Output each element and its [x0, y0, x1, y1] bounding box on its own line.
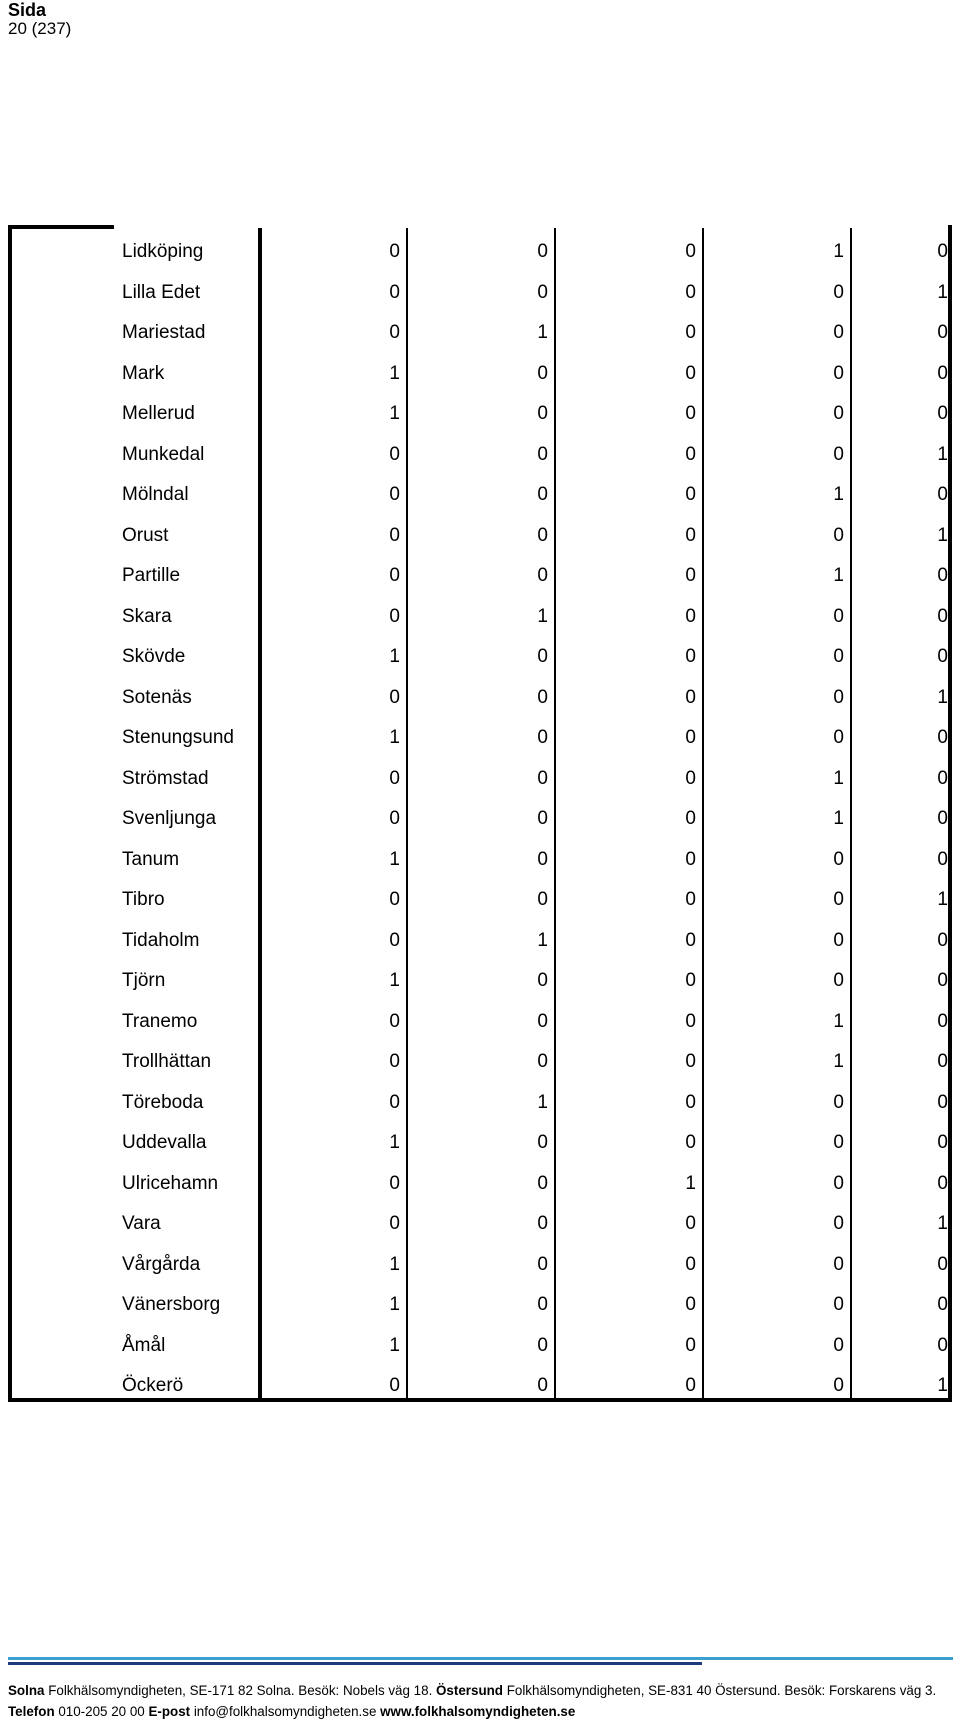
value-cell: 0: [389, 484, 400, 505]
value-cell: 1: [537, 1091, 548, 1113]
municipality-name: Vårgårda: [122, 1253, 201, 1275]
value-cell: 1: [937, 1375, 948, 1396]
table-row: [0, 759, 960, 800]
value-cell: 0: [537, 646, 548, 667]
value-cell: 0: [937, 929, 948, 951]
value-cell: 1: [389, 646, 400, 667]
value-cell: 0: [685, 646, 696, 667]
value-cell: 0: [389, 565, 400, 586]
value-cell: 0: [937, 808, 948, 829]
value-cell: 0: [833, 1132, 844, 1153]
value-cell: 0: [389, 1051, 400, 1072]
municipality-name: Uddevalla: [122, 1132, 207, 1153]
value-cell: 1: [389, 970, 400, 991]
municipality-name: Öckerö: [122, 1375, 184, 1396]
value-cell: 0: [537, 767, 548, 789]
value-cell: 0: [537, 524, 548, 546]
value-cell: 0: [389, 686, 400, 708]
value-cell: 1: [537, 929, 548, 951]
page-number: 20 (237): [8, 19, 72, 38]
municipality-name: Strömstad: [122, 767, 209, 789]
table-row: [0, 961, 960, 1002]
table-row: [0, 516, 960, 557]
value-cell: 0: [685, 889, 696, 910]
municipality-name: Skövde: [122, 646, 186, 667]
municipality-name: Lilla Edet: [122, 281, 201, 303]
value-cell: 0: [389, 443, 400, 465]
value-cell: 1: [389, 362, 400, 384]
value-cell: 0: [537, 686, 548, 708]
municipality-name: Skara: [122, 605, 172, 627]
value-cell: 0: [389, 889, 400, 910]
value-cell: 0: [833, 322, 844, 343]
table-row: [0, 1204, 960, 1245]
value-cell: 0: [389, 1091, 400, 1113]
footer-phone: 010-205 20 00: [54, 1704, 149, 1719]
value-cell: 0: [685, 767, 696, 789]
municipality-name: Tidaholm: [122, 929, 200, 951]
value-cell: 0: [937, 484, 948, 505]
table-row: [0, 921, 960, 962]
value-cell: 1: [389, 1294, 400, 1315]
value-cell: 0: [389, 767, 400, 789]
value-cell: 0: [937, 1132, 948, 1153]
value-cell: 0: [685, 403, 696, 424]
value-cell: 1: [537, 322, 548, 343]
value-cell: 1: [833, 808, 844, 829]
value-cell: 0: [685, 281, 696, 303]
table-row: [0, 597, 960, 638]
municipality-name: Stenungsund: [122, 727, 234, 748]
value-cell: 0: [685, 929, 696, 951]
value-cell: 0: [389, 605, 400, 627]
value-cell: 0: [937, 1334, 948, 1356]
value-cell: 0: [389, 929, 400, 951]
municipality-name: Lidköping: [122, 241, 204, 262]
value-cell: 1: [937, 524, 948, 546]
value-cell: 0: [937, 727, 948, 748]
value-cell: 0: [833, 848, 844, 870]
value-cell: 0: [937, 1091, 948, 1113]
value-cell: 0: [537, 1132, 548, 1153]
value-cell: 0: [833, 1091, 844, 1113]
value-cell: 0: [389, 1010, 400, 1032]
value-cell: 1: [685, 1172, 696, 1194]
value-cell: 0: [685, 1334, 696, 1356]
value-cell: 0: [833, 929, 844, 951]
value-cell: 0: [685, 1375, 696, 1396]
table-row: [0, 1164, 960, 1205]
value-cell: 0: [685, 322, 696, 343]
value-cell: 0: [937, 1010, 948, 1032]
value-cell: 0: [833, 1375, 844, 1396]
table-row: [0, 313, 960, 354]
footer-address-solna: Folkhälsomyndigheten, SE-171 82 Solna. Besök: Nobels väg 18.: [44, 1683, 437, 1698]
footer-address-ostersund: Folkhälsomyndigheten, SE-831 40 Östersund. Besök: Forskarens väg 3.: [502, 1683, 937, 1698]
value-cell: 0: [833, 970, 844, 991]
value-cell: 1: [937, 443, 948, 465]
table-row: [0, 840, 960, 881]
value-cell: 0: [389, 281, 400, 303]
value-cell: 0: [537, 1253, 548, 1275]
table-row: [0, 1123, 960, 1164]
table-top-rule: [8, 225, 114, 229]
table-row: [0, 880, 960, 921]
value-cell: 0: [685, 1213, 696, 1234]
value-cell: 1: [389, 403, 400, 424]
municipality-name: Tranemo: [122, 1010, 198, 1032]
value-cell: 0: [833, 403, 844, 424]
value-cell: 0: [937, 362, 948, 384]
value-cell: 0: [833, 605, 844, 627]
value-cell: 1: [389, 848, 400, 870]
municipality-name: Svenljunga: [122, 808, 217, 829]
table-row: [0, 799, 960, 840]
value-cell: 0: [937, 322, 948, 343]
municipality-name: Vänersborg: [122, 1294, 221, 1315]
value-cell: 0: [537, 565, 548, 586]
value-cell: 1: [389, 1253, 400, 1275]
table-row: [0, 1326, 960, 1367]
value-cell: 0: [537, 1172, 548, 1194]
value-cell: 0: [937, 848, 948, 870]
table-row: [0, 1285, 960, 1326]
value-cell: 1: [389, 1132, 400, 1153]
value-cell: 0: [389, 241, 400, 262]
table-row: [0, 354, 960, 395]
municipality-name: Tanum: [122, 848, 180, 870]
value-cell: 0: [389, 1213, 400, 1234]
value-cell: 1: [389, 1334, 400, 1356]
value-cell: 0: [833, 1253, 844, 1275]
value-cell: 1: [833, 767, 844, 789]
value-cell: 1: [833, 1051, 844, 1072]
value-cell: 0: [389, 322, 400, 343]
value-cell: 0: [685, 241, 696, 262]
value-cell: 0: [389, 1172, 400, 1194]
municipality-name: Mellerud: [122, 403, 195, 424]
value-cell: 0: [833, 524, 844, 546]
value-cell: 0: [537, 1213, 548, 1234]
value-cell: 0: [685, 1010, 696, 1032]
value-cell: 0: [937, 403, 948, 424]
value-cell: 0: [537, 1294, 548, 1315]
table-row: [0, 1083, 960, 1124]
page-label: Sida: [8, 0, 47, 20]
value-cell: 0: [937, 1294, 948, 1315]
value-cell: 0: [389, 1375, 400, 1396]
value-cell: 0: [685, 1132, 696, 1153]
value-cell: 0: [537, 808, 548, 829]
value-cell: 0: [833, 889, 844, 910]
table-row: [0, 1002, 960, 1043]
table-row: [0, 556, 960, 597]
value-cell: 0: [833, 1294, 844, 1315]
value-cell: 0: [537, 1334, 548, 1356]
value-cell: 0: [685, 362, 696, 384]
value-cell: 0: [685, 970, 696, 991]
value-cell: 1: [937, 281, 948, 303]
footer-city-ostersund: Östersund: [436, 1683, 503, 1698]
table-row: [0, 678, 960, 719]
value-cell: 0: [937, 1253, 948, 1275]
value-cell: 0: [685, 686, 696, 708]
value-cell: 1: [937, 686, 948, 708]
municipality-name: Åmål: [122, 1334, 166, 1356]
value-cell: 1: [937, 1213, 948, 1234]
value-cell: 0: [833, 443, 844, 465]
footer-contact-line: [8, 1704, 575, 1720]
value-cell: 0: [389, 524, 400, 546]
table-row: [0, 637, 960, 678]
value-cell: 0: [937, 767, 948, 789]
municipality-name: Töreboda: [122, 1091, 204, 1113]
value-cell: 1: [833, 241, 844, 262]
value-cell: 0: [685, 727, 696, 748]
value-cell: 0: [537, 1010, 548, 1032]
value-cell: 0: [685, 443, 696, 465]
value-cell: 0: [537, 443, 548, 465]
value-cell: 0: [937, 1051, 948, 1072]
value-cell: 0: [833, 1172, 844, 1194]
value-cell: 0: [537, 1375, 548, 1396]
table-row: [0, 394, 960, 435]
value-cell: 0: [389, 808, 400, 829]
municipality-name: Ulricehamn: [122, 1172, 219, 1194]
municipality-name: Tjörn: [122, 970, 166, 991]
value-cell: 0: [937, 565, 948, 586]
value-cell: 0: [833, 646, 844, 667]
footer-email-label: E-post: [148, 1704, 191, 1719]
table-row: [0, 1245, 960, 1286]
value-cell: 1: [833, 1010, 844, 1032]
value-cell: 0: [685, 524, 696, 546]
value-cell: 1: [833, 484, 844, 505]
municipality-name: Trollhättan: [122, 1051, 212, 1072]
value-cell: 1: [937, 889, 948, 910]
value-cell: 0: [833, 362, 844, 384]
municipality-name: Orust: [122, 524, 169, 546]
table-row: [0, 1366, 960, 1407]
value-cell: 1: [389, 727, 400, 748]
value-cell: 0: [937, 605, 948, 627]
value-cell: 0: [537, 281, 548, 303]
value-cell: 0: [537, 484, 548, 505]
municipality-name: Mark: [122, 362, 165, 384]
value-cell: 0: [685, 1051, 696, 1072]
value-cell: 0: [685, 484, 696, 505]
table-row: [0, 1042, 960, 1083]
value-cell: 0: [833, 1213, 844, 1234]
municipality-name: Vara: [122, 1213, 161, 1234]
municipality-name: Sotenäs: [122, 686, 192, 708]
value-cell: 0: [685, 1091, 696, 1113]
value-cell: 0: [537, 848, 548, 870]
table-row: [0, 718, 960, 759]
table-row: [0, 435, 960, 476]
value-cell: 0: [685, 1294, 696, 1315]
municipality-name: Partille: [122, 565, 181, 586]
table-row: [0, 475, 960, 516]
value-cell: 1: [833, 565, 844, 586]
value-cell: 0: [537, 889, 548, 910]
value-cell: 0: [537, 403, 548, 424]
footer-line-navy: [8, 1662, 702, 1665]
value-cell: 0: [685, 605, 696, 627]
value-cell: 0: [833, 727, 844, 748]
value-cell: 0: [833, 281, 844, 303]
footer-city-solna: Solna: [8, 1683, 45, 1698]
municipality-name: Munkedal: [122, 443, 205, 465]
value-cell: 0: [685, 1253, 696, 1275]
value-cell: 1: [537, 605, 548, 627]
value-cell: 0: [833, 686, 844, 708]
footer-email-link[interactable]: info@folkhalsomyndigheten.se: [190, 1704, 381, 1719]
value-cell: 0: [937, 646, 948, 667]
footer-line-blue: [8, 1657, 953, 1660]
footer-address-line: [8, 1683, 936, 1699]
value-cell: 0: [537, 1051, 548, 1072]
value-cell: 0: [937, 970, 948, 991]
value-cell: 0: [937, 241, 948, 262]
municipality-name: Tibro: [122, 889, 165, 910]
value-cell: 0: [537, 970, 548, 991]
footer-website-link[interactable]: www.folkhalsomyndigheten.se: [380, 1704, 576, 1719]
value-cell: 0: [833, 1334, 844, 1356]
table-row: [0, 273, 960, 314]
table-row: [0, 232, 960, 273]
value-cell: 0: [537, 241, 548, 262]
value-cell: 0: [537, 362, 548, 384]
value-cell: 0: [537, 727, 548, 748]
footer-phone-label: Telefon: [8, 1704, 55, 1719]
value-cell: 0: [685, 565, 696, 586]
value-cell: 0: [937, 1172, 948, 1194]
municipality-name: Mölndal: [122, 484, 189, 505]
value-cell: 0: [685, 848, 696, 870]
municipality-name: Mariestad: [122, 322, 206, 343]
value-cell: 0: [685, 808, 696, 829]
